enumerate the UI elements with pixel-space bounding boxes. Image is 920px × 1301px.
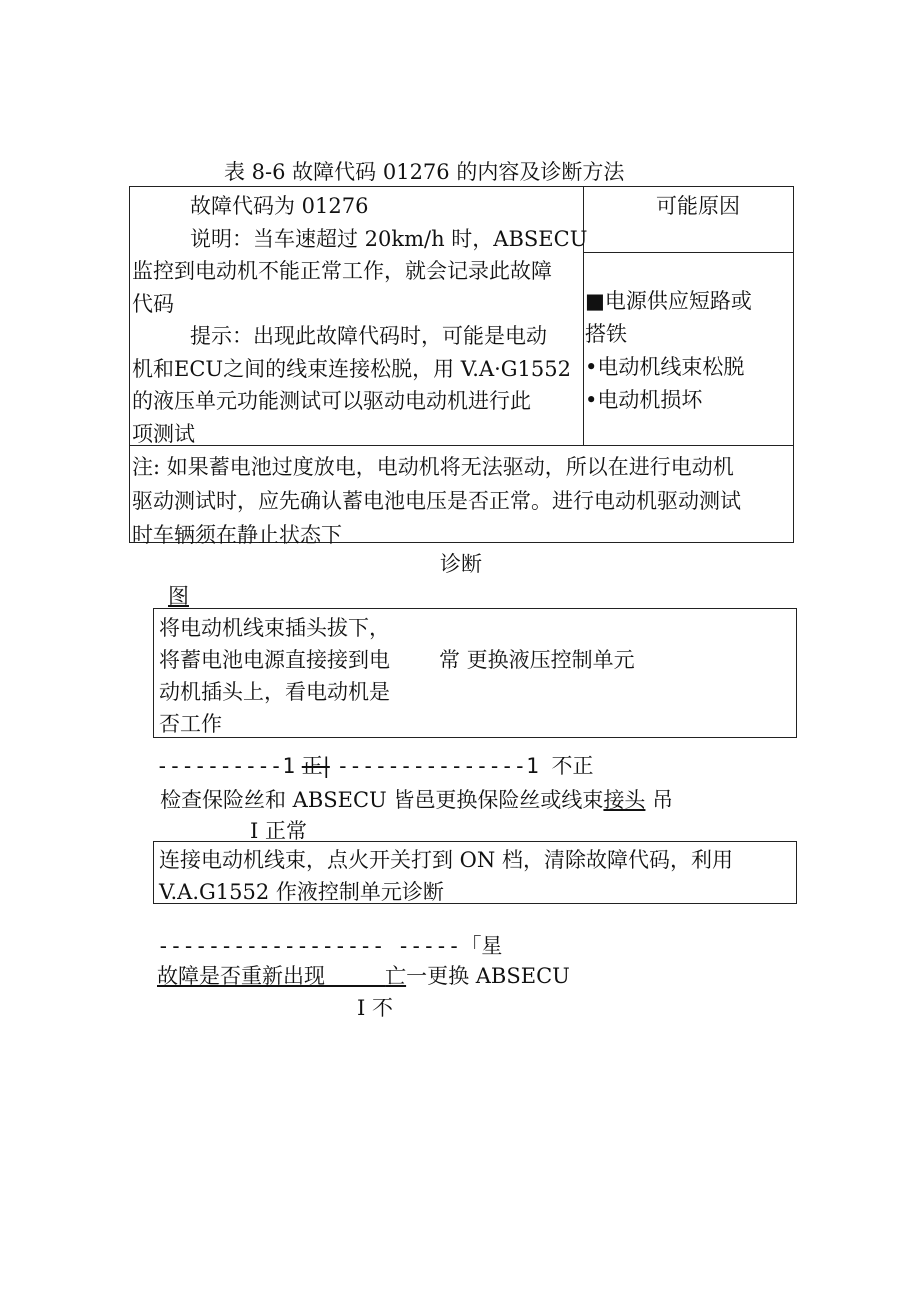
cause-item: •电动机线束松脱 <box>585 355 745 379</box>
fault-code-table <box>129 186 794 547</box>
note-cell <box>132 450 741 552</box>
step4-action: 一更换 ABSECU <box>406 964 570 988</box>
diagnosis-heading: 诊断 <box>440 552 482 576</box>
normal-label: I 正常 <box>250 819 307 843</box>
hint-line: 项测试 <box>132 421 195 446</box>
dash-end: 「星 <box>460 934 503 958</box>
diagram-heading: 图 <box>168 584 189 608</box>
branch-right: ---------------1 不正 <box>336 754 594 778</box>
step2-line <box>160 784 673 814</box>
step4-gap <box>325 964 385 988</box>
step4-question: 故障是否重新出现 <box>157 964 325 988</box>
branch-left: ----------1 <box>156 754 296 778</box>
dash-row <box>157 930 502 960</box>
dash-line: ------------------ ----- <box>157 934 461 958</box>
note-line: 驱动测试时，应先确认蓄电池电压是否正常。进行电动机驱动测试 <box>132 489 741 513</box>
branch-row <box>156 750 593 780</box>
hint-line: 提示：出现此故障代码时，可能是电动 <box>190 324 547 348</box>
step3-text <box>159 844 733 908</box>
hint-line: 机和ECU之间的线束连接松脱，用 V.A·G1552 <box>132 356 571 381</box>
table-title: 表 8-6 故障代码 01276 的内容及诊断方法 <box>224 160 625 184</box>
step2-tail: 吊 <box>645 788 674 812</box>
step4-line <box>157 960 570 990</box>
step1-text <box>159 612 390 740</box>
table-divider-right <box>583 252 793 253</box>
description-line: 说明：当车速超过 20km/h 时，ABSECU <box>190 226 588 251</box>
step2-text: 检查保险丝和 ABSECU 皆邑更换保险丝或线束 <box>160 788 604 812</box>
description-line: 代码 <box>132 291 174 316</box>
cause-item: ■电源供应短路或 <box>585 289 752 313</box>
bottom-label: I 不 <box>357 996 393 1020</box>
note-line: 注: 如果蓄电池过度放电，电动机将无法驱动，所以在进行电动机 <box>132 455 734 479</box>
step3-line: 连接电动机线束，点火开关打到 ON 档，清除故障代码，利用 <box>159 848 733 872</box>
step4-mark: 亡 <box>385 964 407 988</box>
step3-line: V.A.G1552 作液控制单元诊断 <box>159 880 444 904</box>
description-line: 监控到电动机不能正常工作，就会记录此故障 <box>132 259 552 283</box>
causes-header: 可能原因 <box>656 194 740 218</box>
step1-side-note: 常 更换液压控制单元 <box>439 648 635 672</box>
step1-line: 将蓄电池电源直接接到电 <box>159 648 390 672</box>
step1-box <box>153 608 797 738</box>
cause-item: •电动机损坏 <box>585 388 703 412</box>
hint-line: 的液压单元功能测试可以驱动电动机进行此 <box>132 389 531 413</box>
cause-item: 搭铁 <box>585 322 627 346</box>
branch-mid: 正| <box>301 754 330 778</box>
note-line: 时车辆须在静止状态下 <box>132 523 342 547</box>
step1-line: 将电动机线束插头拔下， <box>159 616 390 640</box>
step1-line: 否工作 <box>159 712 222 736</box>
fault-code-line: 故障代码为 01276 <box>190 194 369 218</box>
step1-line: 动机插头上，看电动机是 <box>159 680 390 704</box>
step3-box <box>153 841 797 904</box>
fault-description-cell <box>132 190 588 450</box>
step2-connector: 接头 <box>603 788 646 812</box>
causes-list <box>585 285 752 417</box>
